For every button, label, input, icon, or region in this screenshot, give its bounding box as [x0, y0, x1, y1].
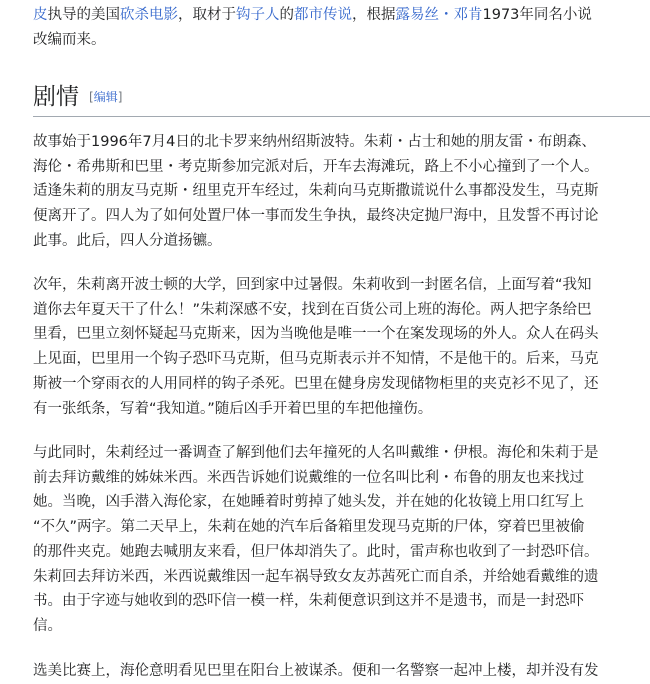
- intro-paragraph: [33, 3, 592, 52]
- text-line: 次年，朱莉离开波士顿的大学，回到家中过暑假。朱莉收到一封匿名信，上面写着“我知: [33, 277, 592, 293]
- intro-text: ，根据: [352, 7, 396, 23]
- intro-text: 执导的美国: [47, 7, 120, 23]
- plot-paragraph-4: [33, 659, 599, 684]
- intro-line-1: [33, 3, 592, 28]
- section-heading: [33, 82, 650, 117]
- text-line: 信。: [33, 617, 62, 634]
- text-line: 她。当晚，凶手潜入海伦家，在她睡着时剪掉了她头发，并在她的化妆镜上用口红写上: [33, 494, 584, 511]
- section-title: 剧情: [33, 84, 79, 110]
- plot-paragraph-2: [33, 273, 599, 421]
- plot-paragraph-3: [33, 441, 599, 639]
- text-line: 选美比赛上，海伦意明看见巴里在阳台上被谋杀。便和一名警察一起冲上楼，却并没有发: [33, 663, 599, 679]
- text-line: 朱莉回去拜访米西，米西说戴维因一起车祸导致女友苏茜死亡而自杀，并给她看戴维的遗: [33, 568, 599, 585]
- text-line: 此事。此后，四人分道扬镳。: [33, 232, 222, 249]
- plot-paragraph-1: [33, 130, 599, 254]
- text-line: “不久”两字。第二天早上，朱莉在她的汽车后备箱里发现马克斯的尸体，穿着巴里被偷: [33, 519, 585, 536]
- intro-line-2: 改编而来。: [33, 31, 106, 48]
- intro-text: ，取材于: [178, 7, 236, 23]
- edit-section: [89, 90, 122, 104]
- edit-section-link[interactable]: 编辑: [93, 90, 118, 104]
- intro-text: 的: [279, 7, 294, 23]
- text-line: 故事始于1996年7月4日的北卡罗来纳州绍斯波特。朱莉・占士和她的朋友雷・布朗森、: [33, 134, 596, 150]
- link-slasher-film[interactable]: 砍杀电影: [120, 7, 178, 23]
- text-line: 斯被一个穿雨衣的人用同样的钩子杀死。巴里在健身房发现储物柜里的夹克衫不见了，还: [33, 375, 599, 392]
- text-line: 前去拜访戴维的姊妹米西。米西告诉她们说戴维的一位名叫比利・布鲁的朋友也来找过: [33, 469, 584, 486]
- text-line: 适逢朱莉的朋友马克斯・纽里克开车经过，朱莉向马克斯撒谎说什么事都没发生，马克斯: [33, 183, 599, 200]
- text-line: 道你去年夏天干了什么！”朱莉深感不安，找到在百货公司上班的海伦。两人把字条给巴: [33, 301, 592, 318]
- text-line: 书。由于字迹与她收到的恐吓信一模一样，朱莉便意识到这并不是遗书，而是一封恐吓: [33, 593, 584, 610]
- link-hook-man[interactable]: 钩子人: [236, 7, 280, 23]
- text-line: 海伦・希弗斯和巴里・考克斯参加完派对后，开车去海滩玩，路上不小心撞到了一个人。: [33, 158, 599, 175]
- edit-bracket-close: ]: [117, 90, 123, 104]
- text-line: 与此同时，朱莉经过一番调查了解到他们去年撞死的人名叫戴维・伊根。海伦和朱莉于是: [33, 445, 599, 461]
- intro-text: 1973年同名小说: [482, 7, 592, 23]
- text-line: 上见面，巴里用一个钩子恐吓马克斯，但马克斯表示并不知情，不是他干的。后来，马克: [33, 351, 599, 368]
- link-urban-legend[interactable]: 都市传说: [294, 7, 352, 23]
- text-line: 的那件夹克。她跑去喊朋友来看，但尸体却消失了。此时，雷声称也收到了一封恐吓信。: [33, 543, 599, 560]
- link-director[interactable]: 皮: [33, 7, 48, 23]
- text-line: 里看，巴里立刻怀疑起马克斯来，因为当晚他是唯一一个在案发现场的外人。众人在码头: [33, 326, 599, 343]
- link-lois-duncan[interactable]: 露易丝・邓肯: [395, 7, 483, 23]
- text-line: 有一张纸条，写着“我知道。”随后凶手开着巴里的车把他撞伤。: [33, 400, 433, 417]
- text-line: 便离开了。四人为了如何处置尸体一事而发生争执，最终决定抛尸海中，且发誓不再讨论: [33, 208, 599, 225]
- edit-bracket-open: [: [89, 90, 94, 104]
